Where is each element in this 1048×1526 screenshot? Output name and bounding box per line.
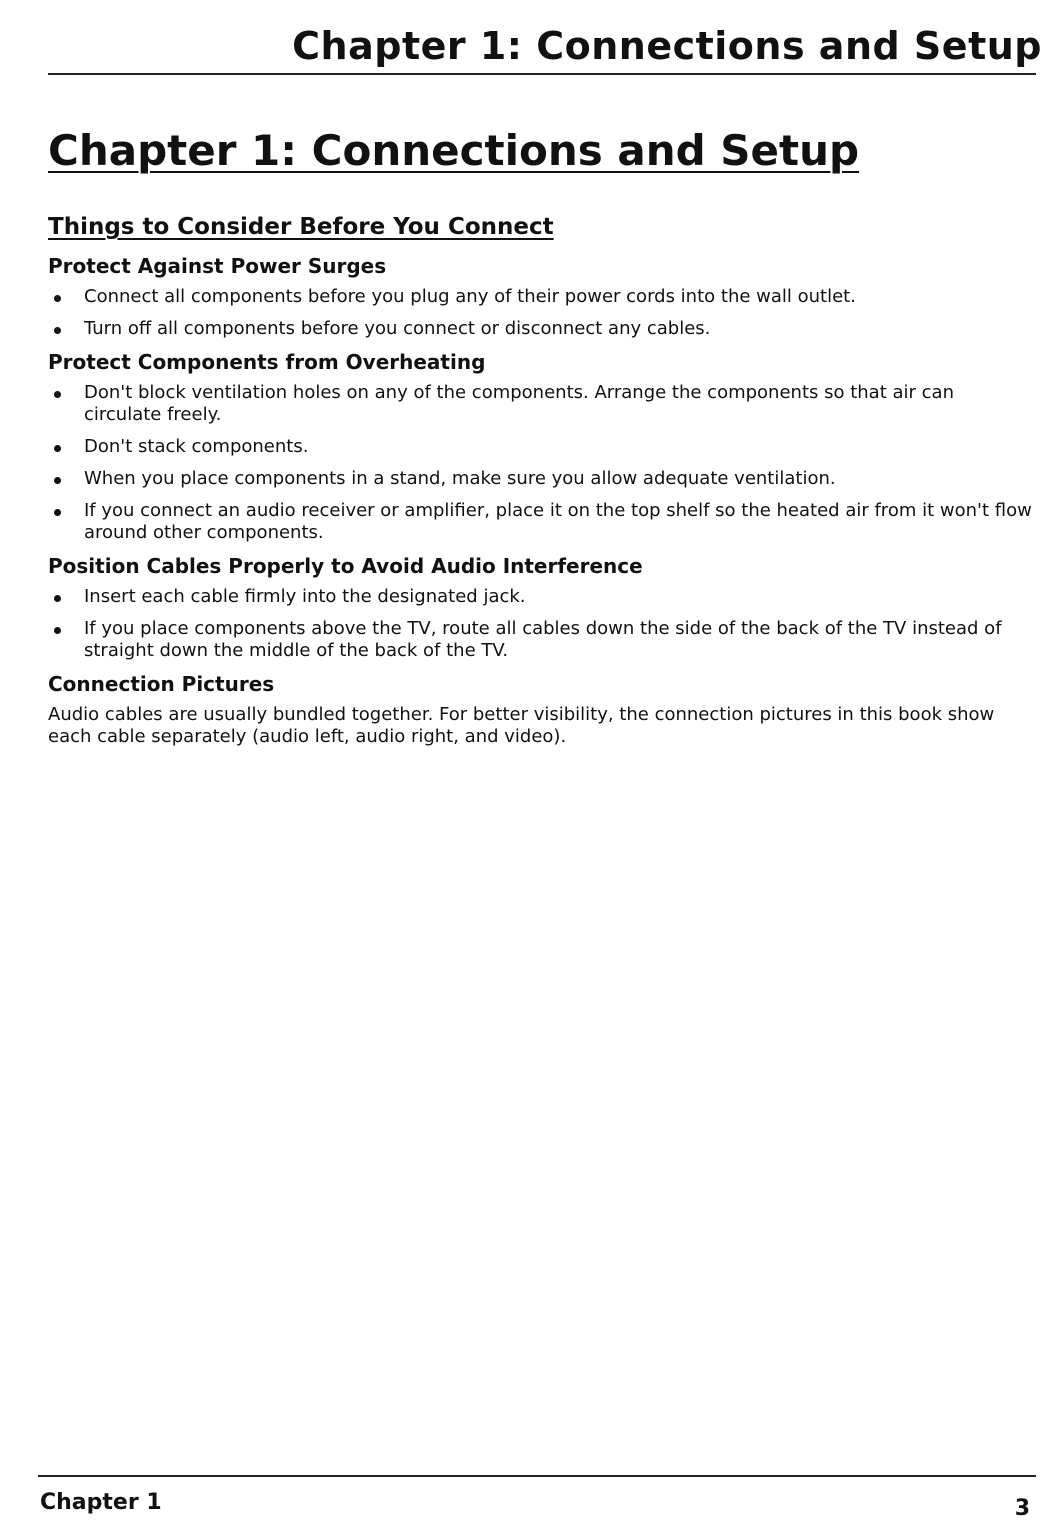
list-item-text: Connect all components before you plug any of their power cords into the wall outlet. xyxy=(84,286,856,307)
subsection-heading: Position Cables Properly to Avoid Audio Interference xyxy=(48,554,643,578)
bullet-icon xyxy=(54,445,61,452)
page-content xyxy=(48,214,1033,748)
list-item-text: If you connect an audio receiver or amplifier, place it on the top shelf so the heated air from it won't flow around other components. xyxy=(84,500,1032,543)
body-paragraph: Audio cables are usually bundled together. For better visibility, the connection pictures in this book show each cable separately (audio left, audio right, and video). xyxy=(48,704,995,747)
header-rule xyxy=(48,73,1036,75)
list-item xyxy=(48,586,1033,608)
bullet-icon xyxy=(54,391,61,398)
list-item xyxy=(48,436,1033,458)
footer-chapter-label: Chapter 1 xyxy=(40,1490,162,1515)
list-item-text: If you place components above the TV, route all cables down the side of the back of the TV instead of straight down the middle of the back of the TV. xyxy=(84,618,1002,661)
subsection-heading: Connection Pictures xyxy=(48,672,275,696)
list-item-text: Don't block ventilation holes on any of the components. Arrange the components so that air can circulate freely. xyxy=(84,382,954,425)
footer-rule xyxy=(38,1475,1036,1477)
list-item xyxy=(48,382,1033,426)
running-header-title: Chapter 1: Connections and Setup xyxy=(292,24,1042,68)
bullet-icon xyxy=(54,509,61,516)
section-title: Things to Consider Before You Connect xyxy=(48,214,554,240)
bullet-list xyxy=(48,286,1033,340)
list-item-text: Don't stack components. xyxy=(84,436,309,457)
bullet-list xyxy=(48,382,1033,544)
bullet-icon xyxy=(54,595,61,602)
bullet-icon xyxy=(54,295,61,302)
list-item xyxy=(48,500,1033,544)
list-item xyxy=(48,286,1033,308)
list-item-text: Turn off all components before you connect or disconnect any cables. xyxy=(84,318,711,339)
list-item xyxy=(48,618,1033,662)
bullet-icon xyxy=(54,327,61,334)
bullet-icon xyxy=(54,627,61,634)
subsection-overheating xyxy=(48,350,1033,544)
subsection-heading: Protect Components from Overheating xyxy=(48,350,486,374)
list-item-text: Insert each cable firmly into the designated jack. xyxy=(84,586,526,607)
list-item-text: When you place components in a stand, make sure you allow adequate ventilation. xyxy=(84,468,836,489)
subsection-connection-pictures xyxy=(48,672,1033,748)
subsection-heading: Protect Against Power Surges xyxy=(48,254,387,278)
page-number: 3 xyxy=(1014,1496,1030,1521)
subsection-cables xyxy=(48,554,1033,662)
bullet-list xyxy=(48,586,1033,662)
chapter-title: Chapter 1: Connections and Setup xyxy=(48,126,860,175)
bullet-icon xyxy=(54,477,61,484)
list-item xyxy=(48,318,1033,340)
list-item xyxy=(48,468,1033,490)
subsection-power-surges xyxy=(48,254,1033,340)
